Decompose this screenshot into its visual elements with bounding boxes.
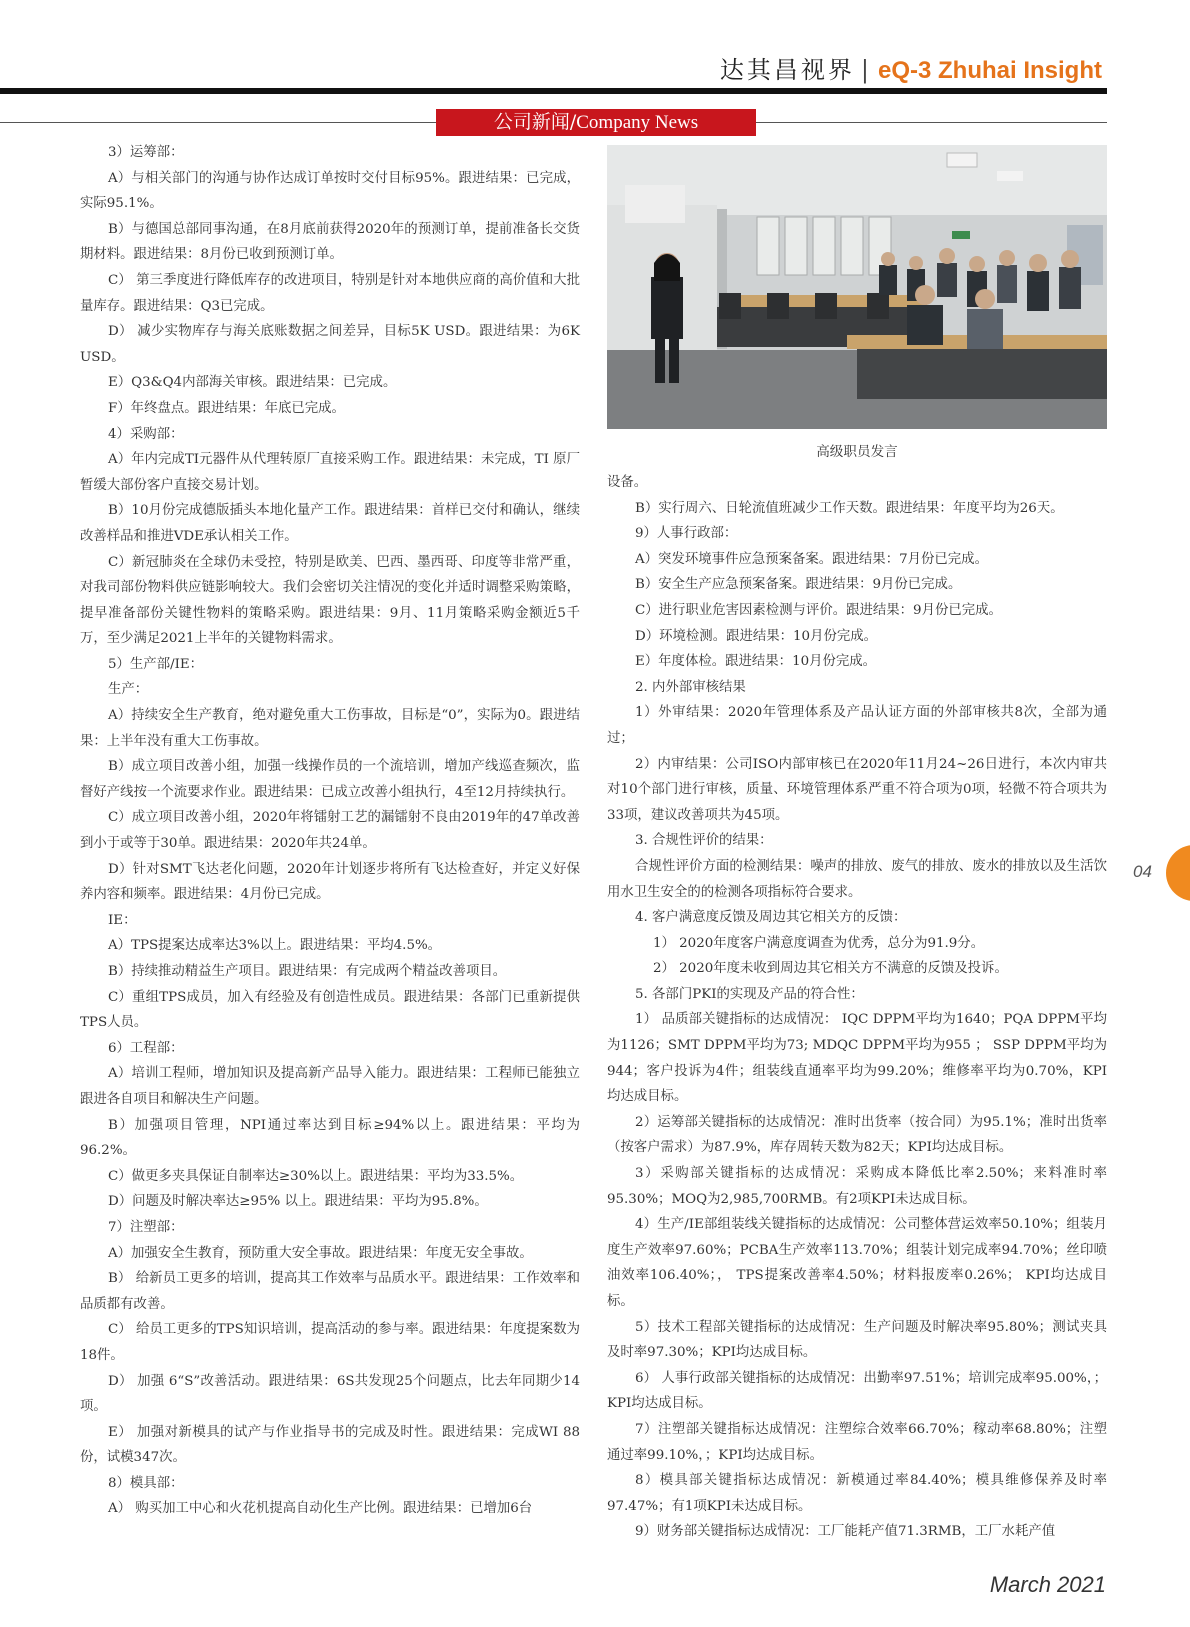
paragraph: 9）人事行政部： (635, 526, 738, 542)
paragraph: 8）模具部： (108, 1475, 184, 1491)
paragraph: E）Q3&Q4内部海关审核。跟进结果：已完成。 (108, 375, 397, 391)
paragraph: 2. 内外部审核结果 (635, 679, 746, 695)
paragraph: D）问题及时解决率达≥95% 以上。跟进结果：平均为95.8%。 (108, 1194, 488, 1210)
page-number: 04 (1133, 862, 1152, 881)
paragraph: D）针对SMT飞达老化问题，2020年计划逐步将所有飞达检查好，并定义好保养内容和频率。跟进结果：4月份已完成。 (80, 861, 580, 903)
paragraph: 生产： (108, 682, 149, 698)
section-label (436, 109, 756, 136)
paragraph: C） 第三季度进行降低库存的改进项目，特别是针对本地供应商的高价值和大批量库存。跟进结果：Q3已完成。 (80, 272, 580, 314)
paragraph: IE： (108, 912, 137, 928)
paragraph: A）持续安全生产教育，绝对避免重大工伤事故，目标是“0”，实际为0。跟进结果：上半年没有重大工伤事故。 (80, 708, 580, 749)
paragraph: A）年内完成TI元器件从代理转原厂直接采购工作。跟进结果：未完成，TI 原厂暂缓大部份客户直接交易计划。 (80, 452, 580, 493)
paragraph: C）进行职业危害因素检测与评价。跟进结果：9月份已完成。 (635, 602, 1002, 618)
magazine-title-cn: 达其昌视界 (719, 56, 855, 84)
section-label-slash: / (569, 111, 577, 133)
right-column (607, 470, 1107, 1545)
paragraph: 2） 2020年度未收到周边其它相关方不满意的反馈及投诉。 (653, 961, 1008, 977)
paragraph: C）新冠肺炎在全球仍未受控，特别是欧美、巴西、墨西哥、印度等非常严重，对我司部份物料供应链影响较大。我们会密切关注情况的变化并适时调整采购策略，提早准备部份关键性物料的策略采购。跟进结果：9月、11月策略采购金额近5千万，至少满足2021上半年的关键物料需求。 (80, 554, 580, 647)
paragraph: 3）采购部关键指标的达成情况：采购成本降低比率2.50%；来料准时率95.30%；MOQ为2,985,700RMB。有2项KPI未达成目标。 (607, 1166, 1107, 1207)
paragraph: 1） 品质部关键指标的达成情况： IQC DPPM平均为1640；PQA DPPM平均为1126；SMT DPPM平均为73; MDQC DPPM平均为955 ； SSP DPPM平均为944；客户投诉为4件；组装线直通率平均为99.20%；维修率平均为0.70%，KPI均达成目标。 (607, 1012, 1107, 1105)
paragraph: C） 给员工更多的TPS知识培训，提高活动的参与率。跟进结果：年度提案数为18件。 (80, 1322, 580, 1363)
paragraph: 设备。 (607, 475, 648, 490)
paragraph: D）环境检测。跟进结果：10月份完成。 (635, 628, 878, 644)
paragraph: 4. 客户满意度反馈及周边其它相关方的反馈： (635, 910, 907, 926)
paragraph: 7）注塑部： (108, 1219, 184, 1235)
paragraph: 2）内审结果：公司ISO内部审核已在2020年11月24~26日进行，本次内审共对10个部门进行审核，质量、环境管理体系严重不符合项为0项，轻微不符合项共为33项，建议改善项共为45项。 (607, 756, 1107, 823)
paragraph: 合规性评价方面的检测结果：噪声的排放、废气的排放、废水的排放以及生活饮用水卫生安全的的检测各项指标符合要求。 (607, 858, 1107, 900)
paragraph: C）成立项目改善小组，2020年将镭射工艺的漏镭射不良由2019年的47单改善到小于或等于30单。跟进结果：2020年共24单。 (80, 810, 580, 852)
paragraph: 6） 人事行政部关键指标的达成情况：出勤率97.51%；培训完成率95.00%，；KPI均达成目标。 (607, 1370, 1107, 1412)
paragraph: D） 加强 6“S”改善活动。跟进结果：6S共发现25个问题点，比去年同期少14项。 (80, 1373, 580, 1415)
paragraph: B） 给新员工更多的培训，提高其工作效率与品质水平。跟进结果：工作效率和品质都有改善。 (80, 1271, 580, 1312)
magazine-title (720, 50, 1102, 85)
section-label-cn: 公司新闻 (493, 111, 570, 133)
paragraph: 3）运筹部： (108, 145, 184, 160)
paragraph: 4）生产/IE部组装线关键指标的达成情况：公司整体营运效率50.10%；组装月度生产效率97.60%；PCBA生产效率113.70%；组装计划完成率94.70%；丝印喷油效率106.40%；， TPS提案改善率4.50%；材料报废率0.26%； KPI均达成目标。 (607, 1217, 1107, 1309)
paragraph: B）实行周六、日轮流值班减少工作天数。跟进结果：年度平均为26天。 (635, 500, 1064, 516)
magazine-title-en: eQ-3 Zhuhai Insight (877, 57, 1102, 84)
issue-date: March 2021 (989, 1572, 1106, 1597)
paragraph: E） 加强对新模具的试产与作业指导书的完成及时性。跟进结果：完成WI 88份，试模347次。 (80, 1424, 580, 1466)
paragraph: B）与德国总部同事沟通，在8月底前获得2020年的预测订单，提前准备长交货期材料。跟进结果：8月份已收到预测订单。 (80, 221, 580, 263)
paragraph: 3. 合规性评价的结果： (635, 833, 773, 849)
paragraph: 1）外审结果：2020年管理体系及产品认证方面的外部审核共8次，全部为通过； (607, 705, 1107, 746)
title-separator: | (860, 56, 872, 84)
paragraph: 7）注塑部关键指标达成情况：注塑综合效率66.70%；稼动率68.80%；注塑通过率99.10%，；KPI均达成目标。 (607, 1421, 1107, 1463)
paragraph: A）TPS提案达成率达3%以上。跟进结果：平均4.5%。 (108, 938, 442, 954)
paragraph: 5. 各部门PKI的实现及产品的符合性： (635, 986, 864, 1002)
meeting-photo (607, 145, 1107, 429)
page-tab-marker (1166, 845, 1190, 901)
paragraph: 2）运筹部关键指标的达成情况：准时出货率（按合同）为95.1%；准时出货率（按客户需求）为87.9%，库存周转天数为82天；KPI均达成目标。 (607, 1114, 1107, 1156)
paragraph: C）做更多夹具保证自制率达≥30%以上。跟进结果：平均为33.5%。 (108, 1168, 524, 1184)
paragraph: E）年度体检。跟进结果：10月份完成。 (635, 654, 877, 670)
paragraph: B）10月份完成德版插头本地化量产工作。跟进结果：首样已交付和确认，继续改善样品和推进VDE承认相关工作。 (80, 503, 580, 544)
meeting-room-illustration (607, 145, 1107, 429)
paragraph: A）培训工程师，增加知识及提高新产品导入能力。跟进结果：工程师已能独立跟进各自项目和解决生产问题。 (80, 1066, 580, 1107)
section-label-en: Company News (576, 112, 699, 133)
photo-caption: 高级职员发言 (816, 444, 898, 460)
paragraph: 1） 2020年度客户满意度调查为优秀，总分为91.9分。 (653, 935, 985, 951)
paragraph: B）安全生产应急预案备案。跟进结果：9月份已完成。 (635, 577, 962, 593)
paragraph: 5）技术工程部关键指标的达成情况：生产问题及时解决率95.80%；测试夹具及时率97.30%；KPI均达成目标。 (607, 1319, 1107, 1361)
paragraph: A）突发环境事件应急预案备案。跟进结果：7月份已完成。 (635, 551, 988, 567)
paragraph: B）成立项目改善小组，加强一线操作员的一个流培训，增加产线巡查频次，监督好产线按一个流要求作业。跟进结果：已成立改善小组执行，4至12月持续执行。 (80, 759, 580, 800)
paragraph: 4）采购部： (108, 426, 184, 442)
paragraph: C）重组TPS成员，加入有经验及有创造性成员。跟进结果：各部门已重新提供TPS人员。 (80, 989, 580, 1031)
paragraph: F）年终盘点。跟进结果：年底已完成。 (108, 400, 345, 416)
paragraph: 9）财务部关键指标达成情况：工厂能耗产值71.3RMB，工厂水耗产值 (635, 1524, 1056, 1540)
paragraph: B）加强项目管理，NPI通过率达到目标≥94%以上。跟进结果：平均为96.2%。 (80, 1117, 580, 1159)
paragraph: B）持续推动精益生产项目。跟进结果：有完成两个精益改善项目。 (108, 964, 507, 979)
paragraph: A）加强安全生教育，预防重大安全事故。跟进结果：年度无安全事故。 (108, 1245, 533, 1261)
paragraph: A） 购买加工中心和火花机提高自动化生产比例。跟进结果：已增加6台 (108, 1501, 533, 1517)
left-column (80, 140, 580, 1522)
paragraph: 5）生产部/IE： (108, 656, 204, 672)
paragraph: 6）工程部： (108, 1040, 184, 1056)
paragraph: D） 减少实物库存与海关底账数据之间差异，目标5K USD。跟进结果：为6K USD。 (80, 324, 580, 365)
header-rule-thick (0, 88, 1107, 94)
paragraph: 8）模具部关键指标达成情况：新模通过率84.40%；模具维修保养及时率97.47%；有1项KPI未达成目标。 (607, 1473, 1107, 1514)
paragraph: A）与相关部门的沟通与协作达成订单按时交付目标95%。跟进结果：已完成，实际95.1%。 (80, 170, 580, 212)
